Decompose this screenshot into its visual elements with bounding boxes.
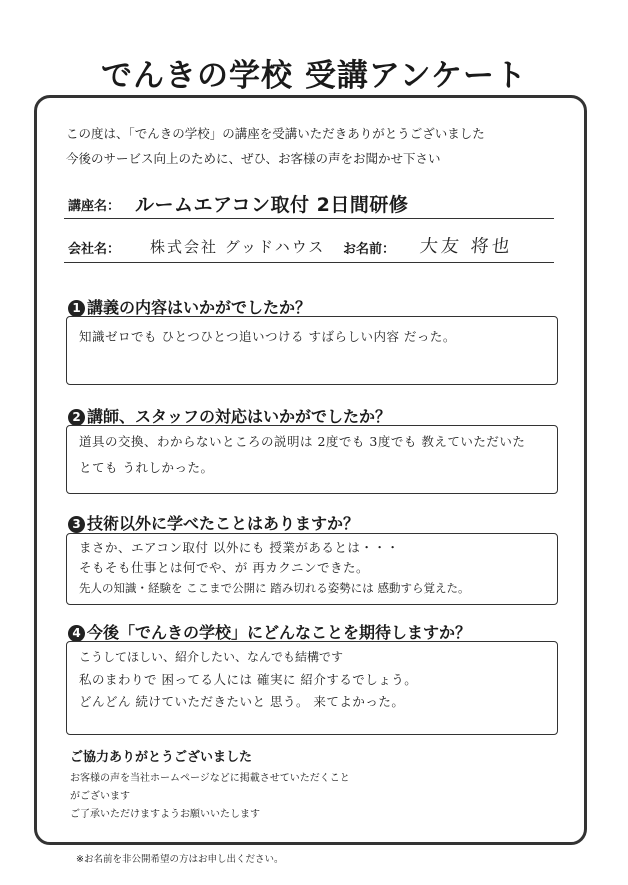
- publication-notice: [70, 770, 350, 824]
- course-underline: [64, 218, 554, 219]
- answer-line: 先人の知識・経験を ここまで公開に 踏み切れる姿勢には 感動すら覚えた。: [79, 581, 470, 595]
- answer-box-3[interactable]: [66, 533, 558, 605]
- question-3: [68, 511, 359, 534]
- answer-line: 私のまわりで 困ってる人には 確実に 紹介するでしょう。: [79, 672, 418, 687]
- question-2: [68, 404, 391, 427]
- notice-line-3: ご了承いただけますようお願いいたします: [70, 809, 260, 820]
- course-label: 講座名：: [68, 199, 121, 214]
- form-title: でんきの学校 受講アンケート: [101, 58, 527, 94]
- question-number-badge: 1: [68, 300, 85, 317]
- question-text: 技術以外に学べたことはありますか？: [87, 514, 360, 533]
- answer-line: まさか、エアコン取付 以外にも 授業があるとは・・・: [79, 540, 400, 555]
- name-label: お名前：: [343, 242, 396, 257]
- notice-line-2: がございます: [70, 791, 130, 802]
- intro-line-2: 今後のサービス向上のために、ぜひ、お客様の声をお聞かせ下さい: [66, 151, 441, 166]
- company-label: 会社名：: [68, 242, 121, 257]
- footnote: ※お名前を非公開希望の方はお申し出ください。: [76, 854, 284, 865]
- answer-line: そもそも仕事とは何でや、が 再カクニンできた。: [79, 560, 369, 575]
- answer-line: とても うれしかった。: [79, 460, 214, 475]
- question-text: 今後「でんきの学校」にどんなことを期待しますか？: [87, 623, 472, 642]
- question-text: 講師、スタッフの対応はいかがでしたか？: [87, 407, 392, 426]
- notice-line-1: お客様の声を当社ホームページなどに掲載させていただくこと: [70, 773, 350, 784]
- answer-box-2[interactable]: [66, 425, 558, 494]
- company-underline: [64, 262, 554, 263]
- answer-box-4[interactable]: [66, 641, 558, 735]
- name-value: 大友 将也: [418, 236, 514, 257]
- answer-box-1[interactable]: [66, 316, 558, 385]
- answer-line: 知識ゼロでも ひとつひとつ追いつける すばらしい内容 だった。: [79, 329, 456, 344]
- question-4: [68, 620, 471, 643]
- question-text: 講義の内容はいかがでしたか？: [87, 298, 312, 317]
- intro-line-1: この度は、「でんきの学校」の講座を受講いただきありがとうございました: [66, 126, 485, 141]
- closing-thanks: ご協力ありがとうございました: [70, 750, 253, 765]
- answer-prompt: こうしてほしい、紹介したい、なんでも結構です: [79, 650, 344, 664]
- question-number-badge: 2: [68, 409, 85, 426]
- question-number-badge: 4: [68, 625, 85, 642]
- question-number-badge: 3: [68, 516, 85, 533]
- intro-text: [66, 121, 485, 171]
- answer-line: 道具の交換、わからないところの説明は 2度でも 3度でも 教えていただいた: [79, 434, 526, 449]
- question-1: [68, 295, 311, 318]
- course-value: ルームエアコン取付 2日間研修: [135, 194, 409, 216]
- company-value: 株式会社 グッドハウス: [150, 238, 326, 256]
- answer-line: どんどん 続けていただきたいと 思う。 来てよかった。: [79, 694, 405, 709]
